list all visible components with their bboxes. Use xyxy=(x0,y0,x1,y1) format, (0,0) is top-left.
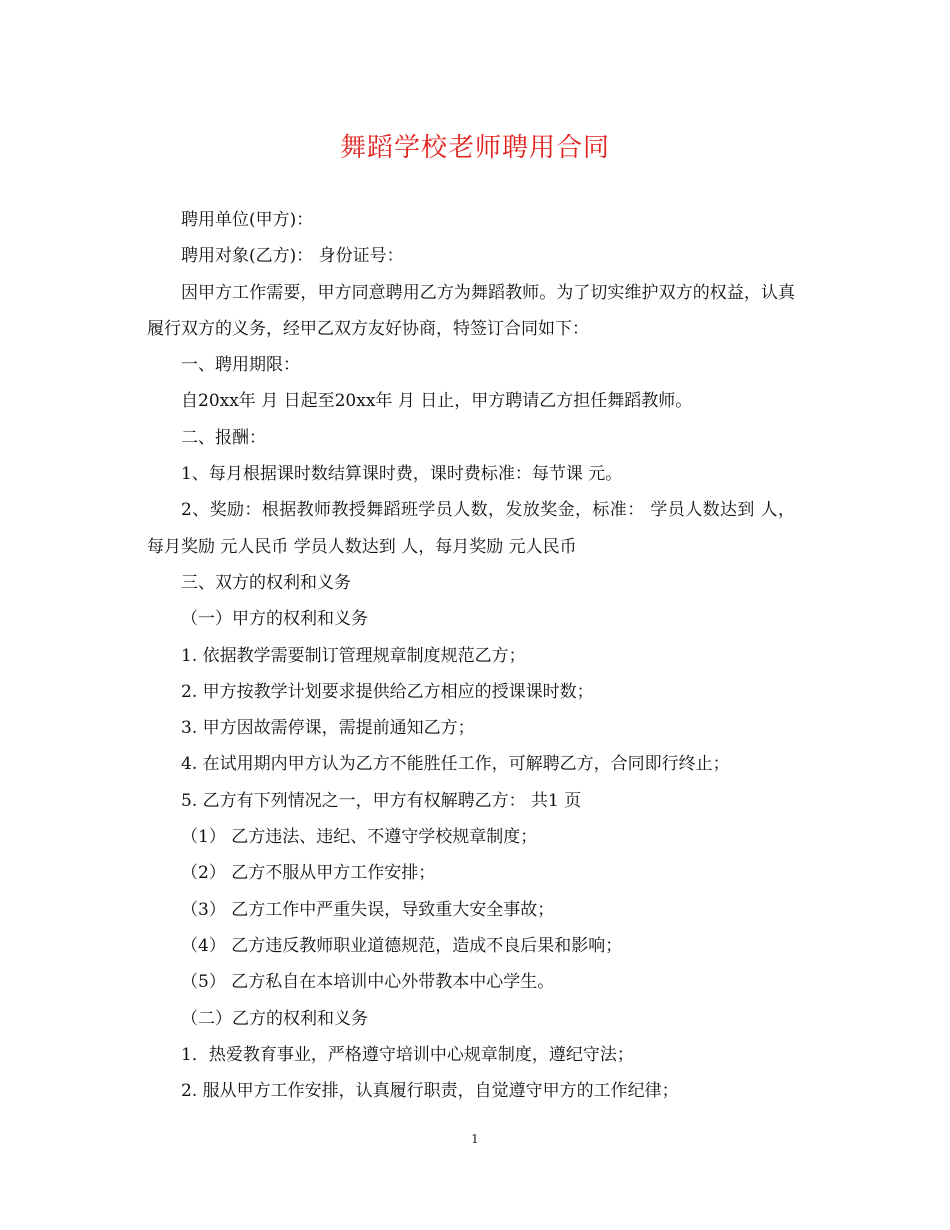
paragraph: 1．热爱教育事业，严格遵守培训中心规章制度，遵纪守法； xyxy=(181,1044,634,1065)
paragraph: 1. 依据教学需要制订管理规章制度规范乙方； xyxy=(181,645,526,666)
page-number: 1 xyxy=(471,1132,479,1146)
paragraph: （2） 乙方不服从甲方工作安排； xyxy=(181,863,436,884)
paragraph: （5） 乙方私自在本培训中心外带教本中心学生。 xyxy=(181,972,555,993)
paragraph: 4. 在试用期内甲方认为乙方不能胜任工作，可解聘乙方，合同即行终止； xyxy=(181,754,730,775)
paragraph: 因甲方工作需要，甲方同意聘用乙方为舞蹈教师。为了切实维护双方的权益，认真履行双方的义务，经甲乙双方友好协商，特签订合同如下： xyxy=(147,282,795,339)
paragraph: 5. 乙方有下列情况之一，甲方有权解聘乙方： 共1 页 xyxy=(181,790,582,811)
paragraph: 二、报酬： xyxy=(181,427,266,448)
paragraph: 2、奖励：根据教师教授舞蹈班学员人数，发放奖金，标准： 学员人数达到 人，每月奖励 元人民币 学员人数达到 人，每月奖励 元人民币 xyxy=(147,500,795,557)
paragraph: （3） 乙方工作中严重失误，导致重大安全事故； xyxy=(181,899,555,920)
paragraph: 一、聘用期限： xyxy=(181,355,300,376)
paragraph: 2. 服从甲方工作安排，认真履行职责，自觉遵守甲方的工作纪律； xyxy=(181,1081,679,1102)
paragraph: 3. 甲方因故需停课，需提前通知乙方； xyxy=(181,718,475,739)
paragraph: （一）甲方的权利和义务 xyxy=(181,609,368,630)
paragraph: 三、双方的权利和义务 xyxy=(181,572,351,593)
paragraph: 1、每月根据课时数结算课时费，课时费标准：每节课 元。 xyxy=(181,464,623,485)
document-title: 舞蹈学校老师聘用合同 xyxy=(339,133,610,163)
paragraph: （二）乙方的权利和义务 xyxy=(181,1008,368,1029)
paragraph: 聘用单位(甲方)： xyxy=(181,210,314,230)
paragraph: （4） 乙方违反教师职业道德规范，造成不良后果和影响； xyxy=(181,935,623,956)
paragraph: 2. 甲方按教学计划要求提供给乙方相应的授课课时数； xyxy=(181,681,594,702)
paragraph: （1） 乙方违法、违纪、不遵守学校规章制度； xyxy=(181,827,538,848)
document-body xyxy=(147,202,795,1109)
paragraph: 聘用对象(乙方)： 身份证号： xyxy=(181,246,404,267)
paragraph: 自20xx年 月 日起至20xx年 月 日止，甲方聘请乙方担任舞蹈教师。 xyxy=(181,391,693,412)
